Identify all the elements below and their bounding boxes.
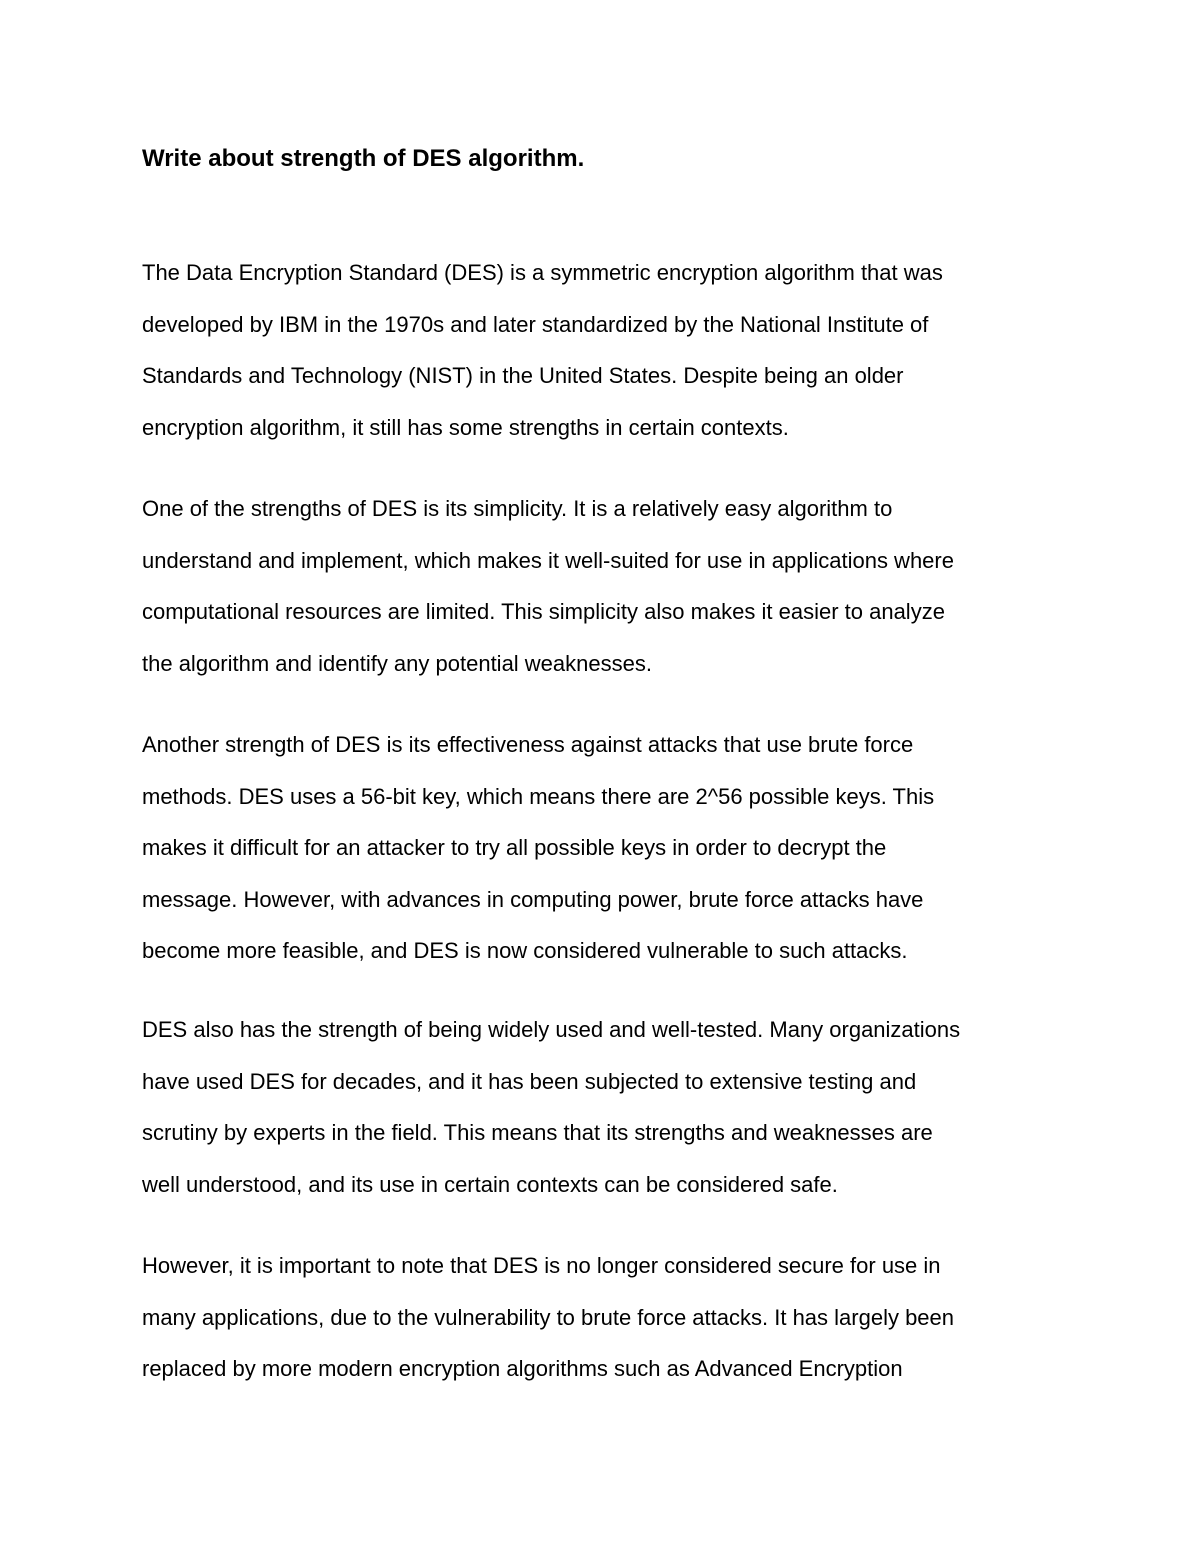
text-line: methods. DES uses a 56-bit key, which means there are 2^56 possible keys. This [142,783,935,809]
text-line: understand and implement, which makes it well-suited for use in applications where [142,547,954,573]
text-line: Another strength of DES is its effectiveness against attacks that use brute force [142,732,914,757]
text-line: The Data Encryption Standard (DES) is a symmetric encryption algorithm that was [142,260,943,285]
text-line: However, it is important to note that DES is no longer considered secure for use in [142,1253,941,1278]
paragraph-widely-used [142,1004,960,1210]
text-line: Standards and Technology (NIST) in the United States. Despite being an older [142,363,904,388]
paragraph-no-longer-secure [142,1240,954,1395]
paragraph-brute-force [142,719,934,977]
document-title: Write about strength of DES algorithm. [142,145,585,172]
text-line: encryption algorithm, it still has some strengths in certain contexts. [142,414,789,440]
text-line: well understood, and its use in certain contexts can be considered safe. [142,1171,838,1197]
text-line: many applications, due to the vulnerability to brute force attacks. It has largely been [142,1304,955,1330]
text-line: scrutiny by experts in the field. This means that its strengths and weaknesses are [142,1120,933,1145]
text-line: developed by IBM in the 1970s and later standardized by the National Institute of [142,311,929,337]
text-line: makes it difficult for an attacker to try all possible keys in order to decrypt the [142,835,887,860]
text-line: computational resources are limited. This simplicity also makes it easier to analyze [142,599,945,624]
text-line: message. However, with advances in computing power, brute force attacks have [142,886,924,912]
text-line: have used DES for decades, and it has been subjected to extensive testing and [142,1068,917,1094]
text-line: the algorithm and identify any potential weaknesses. [142,650,652,676]
text-line: DES also has the strength of being widely used and well-tested. Many organizations [142,1017,961,1042]
paragraph-simplicity [142,483,954,689]
text-line: replaced by more modern encryption algorithms such as Advanced Encryption [142,1356,903,1381]
text-line: One of the strengths of DES is its simplicity. It is a relatively easy algorithm to [142,496,893,521]
paragraph-des-overview [142,247,943,453]
text-line: become more feasible, and DES is now considered vulnerable to such attacks. [142,938,908,963]
